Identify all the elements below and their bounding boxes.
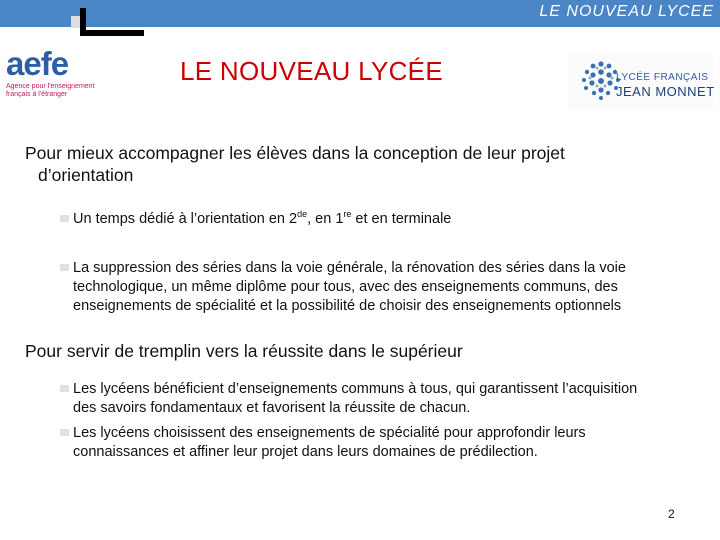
- list-item: [60, 380, 710, 418]
- bullet-line1: Les lycéens choisissent des enseignements de spécialité pour approfondir leurs: [73, 425, 586, 441]
- bullet-line2: connaissances et affiner leur projet dans leurs domaines de prédilection.: [73, 444, 538, 460]
- section1-heading: [25, 142, 685, 186]
- bullet-sup-re: re: [343, 209, 352, 220]
- list-item: [60, 259, 700, 316]
- bullet-sup-de: de: [297, 209, 308, 220]
- jean-monnet-logo-line1: LYCÉE FRANÇAIS: [616, 72, 709, 83]
- jean-monnet-logo-line2: JEAN MONNET: [616, 84, 715, 99]
- bullet-line3: enseignements de spécialité et la possibilité de choisir des enseignements optionnels: [73, 298, 622, 314]
- bullet-line2: technologique, un même diplôme pour tous, avec des enseignements communs, des: [73, 279, 618, 295]
- bullet-line2: des savoirs fondamentaux et favorisent la réussite de chacun.: [73, 400, 471, 416]
- corner-decoration: [80, 8, 144, 36]
- bullet-square-icon: [60, 385, 69, 392]
- page-number: 2: [668, 507, 675, 521]
- bullet-text-post: et en terminale: [351, 211, 452, 227]
- slide-title: LE NOUVEAU LYCÉE: [180, 56, 443, 86]
- list-item: [60, 210, 700, 229]
- bullet-square-icon: [60, 215, 69, 222]
- section2-heading: Pour servir de tremplin vers la réussite dans le supérieur: [25, 341, 463, 361]
- section1-heading-line1: Pour mieux accompagner les élèves dans la conception de leur projet: [25, 143, 565, 163]
- bullet-square-icon: [60, 264, 69, 271]
- bullet-line1: La suppression des séries dans la voie générale, la rénovation des séries dans la voie: [73, 260, 626, 276]
- bullet-text-mid: , en 1: [307, 211, 344, 227]
- aefe-logo: [6, 45, 106, 99]
- header-caption: LE NOUVEAU LYCEE: [539, 3, 714, 20]
- jean-monnet-logo: [568, 52, 713, 110]
- list-item: [60, 424, 710, 462]
- bullet-text-pre: Un temps dédié à l’orientation en 2: [73, 211, 298, 227]
- bullet-square-icon: [60, 429, 69, 436]
- aefe-logo-word: aefe: [6, 45, 69, 82]
- aefe-logo-tagline: Agence pour l'enseignement français à l'étranger: [6, 83, 95, 98]
- bullet-line1: Les lycéens bénéficient d’enseignements communs à tous, qui garantissent l’acquisition: [73, 381, 638, 397]
- section1-heading-line2: d’orientation: [38, 165, 134, 185]
